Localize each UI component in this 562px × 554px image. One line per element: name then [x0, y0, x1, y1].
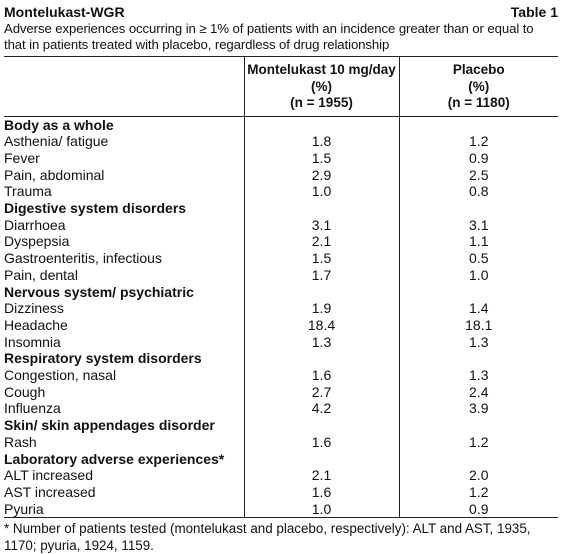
montelukast-value: 1.6: [244, 434, 399, 451]
section-title: Body as a whole: [4, 116, 114, 133]
column-header-row: [4, 57, 558, 117]
event-name: ALT increased: [4, 467, 93, 484]
section-spacer-cell: [244, 451, 399, 468]
event-name: Fever: [4, 149, 40, 166]
event-name: Headache: [4, 316, 68, 333]
section-title: Respiratory system disorders: [4, 350, 202, 367]
section-header-row: [4, 417, 558, 434]
placebo-value: 1.4: [399, 300, 558, 317]
event-name: Influenza: [4, 400, 61, 417]
table-row: [4, 233, 558, 250]
column-header-line: (n = 1180): [447, 95, 510, 110]
table-row: [4, 300, 558, 317]
montelukast-value: 1.5: [244, 250, 399, 267]
table-row: [4, 217, 558, 234]
table-row: [4, 183, 558, 200]
section-header-row: [4, 116, 558, 133]
placebo-value: 2.4: [399, 384, 558, 401]
placebo-value: 1.1: [399, 233, 558, 250]
montelukast-value: 3.1: [244, 217, 399, 234]
table-row: [4, 167, 558, 184]
table-header: [4, 4, 558, 21]
montelukast-value: 18.4: [244, 317, 399, 334]
event-name: Insomnia: [4, 333, 61, 350]
section-header-row: [4, 451, 558, 468]
placebo-value: 1.3: [399, 334, 558, 351]
montelukast-value: 1.5: [244, 150, 399, 167]
table-row: [4, 133, 558, 150]
section-header-row: [4, 284, 558, 301]
adverse-events-table: [4, 56, 558, 518]
section-spacer-cell: [244, 417, 399, 434]
section-header-row: [4, 350, 558, 367]
event-name: Gastroenteritis, infectious: [4, 250, 162, 267]
placebo-value: 2.5: [399, 167, 558, 184]
montelukast-value: 2.9: [244, 167, 399, 184]
table-row: [4, 501, 558, 518]
placebo-value: 1.2: [399, 434, 558, 451]
column-header-line: (n = 1955): [290, 95, 353, 110]
placebo-value: 2.0: [399, 467, 558, 484]
event-name: Pain, abdominal: [4, 166, 105, 183]
placebo-value: 1.0: [399, 267, 558, 284]
section-header-row: [4, 200, 558, 217]
montelukast-value: 2.1: [244, 467, 399, 484]
event-name: Rash: [4, 433, 37, 450]
table-row: [4, 334, 558, 351]
column-header-blank: [4, 57, 244, 117]
column-header-placebo: [399, 57, 558, 117]
event-name: AST increased: [4, 483, 96, 500]
section-spacer-cell: [244, 350, 399, 367]
montelukast-value: 4.2: [244, 400, 399, 417]
event-name: Pyuria: [4, 501, 244, 518]
montelukast-value: 1.6: [244, 367, 399, 384]
section-spacer-cell: [399, 116, 558, 133]
placebo-value: 0.9: [399, 501, 558, 518]
event-name: Pain, dental: [4, 266, 78, 283]
section-title: Digestive system disorders: [4, 200, 187, 217]
montelukast-value: 1.3: [244, 334, 399, 351]
table-title: Montelukast-WGR: [4, 4, 125, 20]
montelukast-value: 2.7: [244, 384, 399, 401]
montelukast-value: 1.7: [244, 267, 399, 284]
montelukast-value: 2.1: [244, 233, 399, 250]
column-header-montelukast: [244, 57, 399, 117]
event-name: Asthenia/ fatigue: [4, 133, 109, 150]
table-row: [4, 317, 558, 334]
placebo-value: 1.2: [399, 484, 558, 501]
document-table: [4, 4, 558, 554]
table-body: [4, 116, 558, 518]
table-row: [4, 150, 558, 167]
placebo-value: 18.1: [399, 317, 558, 334]
table-row: [4, 250, 558, 267]
section-title: Nervous system/ psychiatric: [4, 283, 194, 300]
section-title: Laboratory adverse experiences*: [4, 450, 225, 467]
table-row: [4, 400, 558, 417]
montelukast-value: 1.6: [244, 484, 399, 501]
montelukast-value: 1.8: [244, 133, 399, 150]
table-label: Table 1: [510, 4, 558, 20]
column-header-line: Placebo: [452, 62, 505, 77]
section-spacer-cell: [244, 200, 399, 217]
table-row: [4, 384, 558, 401]
placebo-value: 1.3: [399, 367, 558, 384]
table-row: [4, 484, 558, 501]
event-name: Diarrhoea: [4, 216, 66, 233]
table-row: [4, 367, 558, 384]
montelukast-value: 1.9: [244, 300, 399, 317]
section-spacer-cell: [399, 417, 558, 434]
table-subtitle: Adverse experiences occurring in ≥ 1% of patients with an incidence greater than or equal to that in patients treated with placebo, regardless of drug relationship: [4, 21, 534, 52]
section-spacer-cell: [244, 116, 399, 133]
placebo-value: 3.1: [399, 217, 558, 234]
event-name: Dizziness: [4, 300, 64, 317]
section-spacer-cell: [399, 284, 558, 301]
section-spacer-cell: [399, 200, 558, 217]
column-header-line: (%): [468, 78, 490, 94]
section-spacer-cell: [399, 451, 558, 468]
event-name: Dyspepsia: [4, 233, 70, 250]
montelukast-value: 1.0: [244, 501, 399, 518]
table-row: [4, 434, 558, 451]
placebo-value: 0.8: [399, 183, 558, 200]
placebo-value: 0.5: [399, 250, 558, 267]
event-name: Cough: [4, 383, 46, 400]
section-title: Skin/ skin appendages disorder: [4, 417, 215, 434]
column-header-line: (%): [311, 78, 332, 94]
table-row: [4, 467, 558, 484]
table-footnote: * Number of patients tested (montelukast and placebo, respectively): ALT and AST, 1935, 1170; pyuria, 1924, 1159.: [4, 521, 531, 553]
event-name: Trauma: [4, 183, 52, 200]
placebo-value: 3.9: [399, 400, 558, 417]
column-header-line: Montelukast 10 mg/day: [247, 62, 396, 77]
placebo-value: 1.2: [399, 133, 558, 150]
table-row: [4, 267, 558, 284]
placebo-value: 0.9: [399, 150, 558, 167]
montelukast-value: 1.0: [244, 183, 399, 200]
section-spacer-cell: [244, 284, 399, 301]
section-spacer-cell: [399, 350, 558, 367]
event-name: Congestion, nasal: [4, 367, 117, 384]
